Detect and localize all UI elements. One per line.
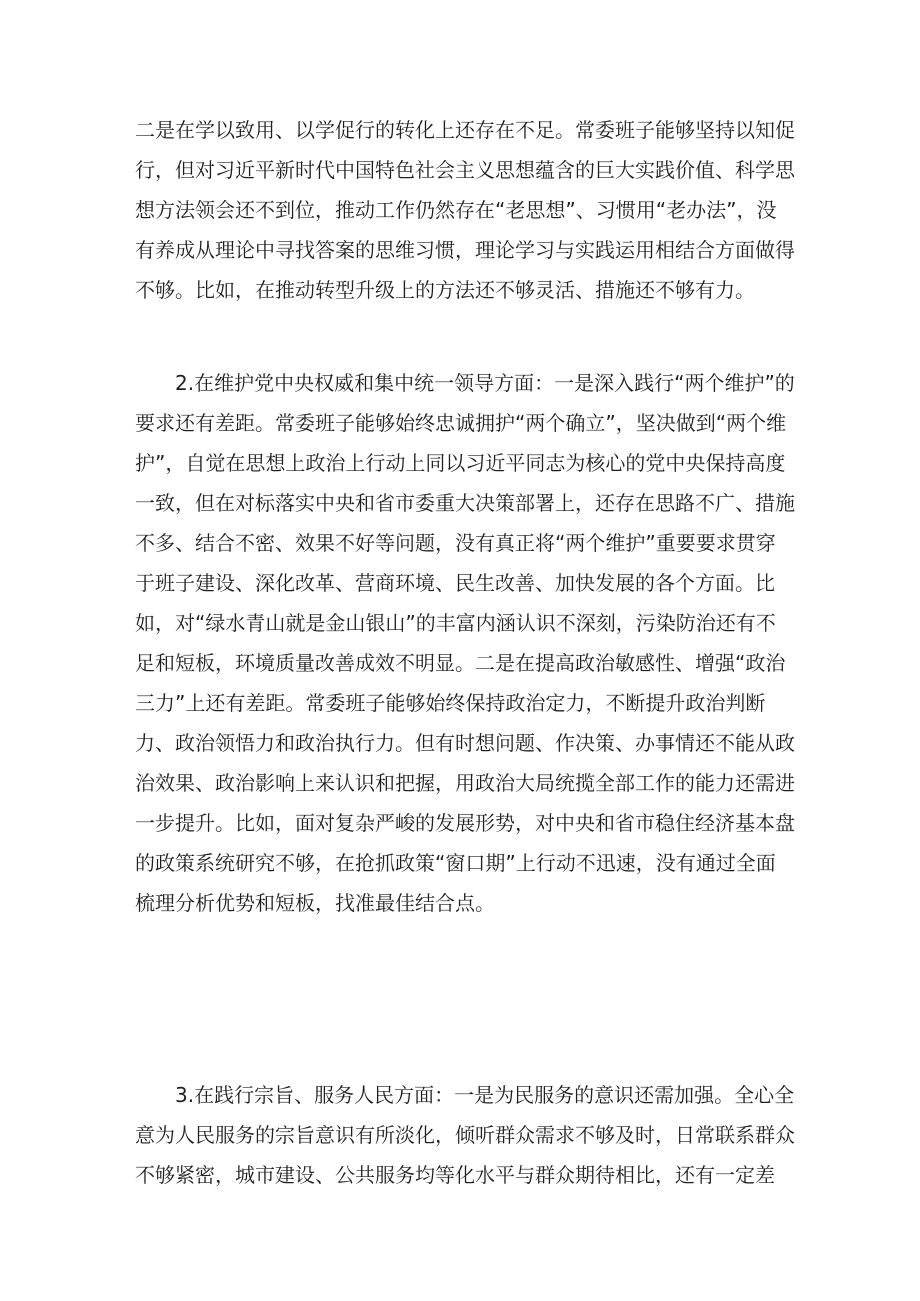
paragraph-section-3: 3.在践行宗旨、服务人民方面：一是为民服务的意识还需加强。全心全意为人民服务的宗旨意识有所淡化，倾听群众需求不够及时，日常联系群众不够紧密，城市建设、公共服务均等化水平与群众期待相比，还有一定差 xyxy=(135,1083,795,1187)
paragraph-section-2: 2.在维护党中央权威和集中统一领导方面：一是深入践行“两个维护”的要求还有差距。常委班子能够始终忠诚拥护“两个确立”，坚决做到“两个维护”，自觉在思想上政治上行动上同以习近平同志为核心的党中央保持高度一致，但在对标落实中央和省市委重大决策部署上，还存在思路不广、措施不多、结合不密、效果不好等问题，没有真正将“两个维护”重要要求贯穿于班子建设、深化改革、营商环境、民生改善、加快发展的各个方面。比如，对“绿水青山就是金山银山”的丰富内涵认识不深刻，污染防治还有不足和短板，环境质量改善成效不明显。二是在提高政治敏感性、增强“政治三力”上还有差距。常委班子能够始终保持政治定力，不断提升政治判断力、政治领悟力和政治执行力。但有时想问题、作决策、办事情还不能从政治效果、政治影响上来认识和把握，用政治大局统揽全部工作的能力还需进一步提升。比如，面对复杂严峻的发展形势，对中央和省市稳住经济基本盘的政策系统研究不够，在抢抓政策“窗口期”上行动不迅速，没有通过全面梳理分析优势和短板，找准最佳结合点。 xyxy=(135,371,795,915)
paragraph-continuation: 二是在学以致用、以学促行的转化上还存在不足。常委班子能够坚持以知促行，但对习近平新时代中国特色社会主义思想蕴含的巨大实践价值、科学思想方法领会还不到位，推动工作仍然存在“老思想”、习惯用“老办法”，没有养成从理论中寻找答案的思维习惯，理论学习与实践运用相结合方面做得不够。比如，在推动转型升级上的方法还不够灵活、措施还不够有力。 xyxy=(135,118,795,302)
